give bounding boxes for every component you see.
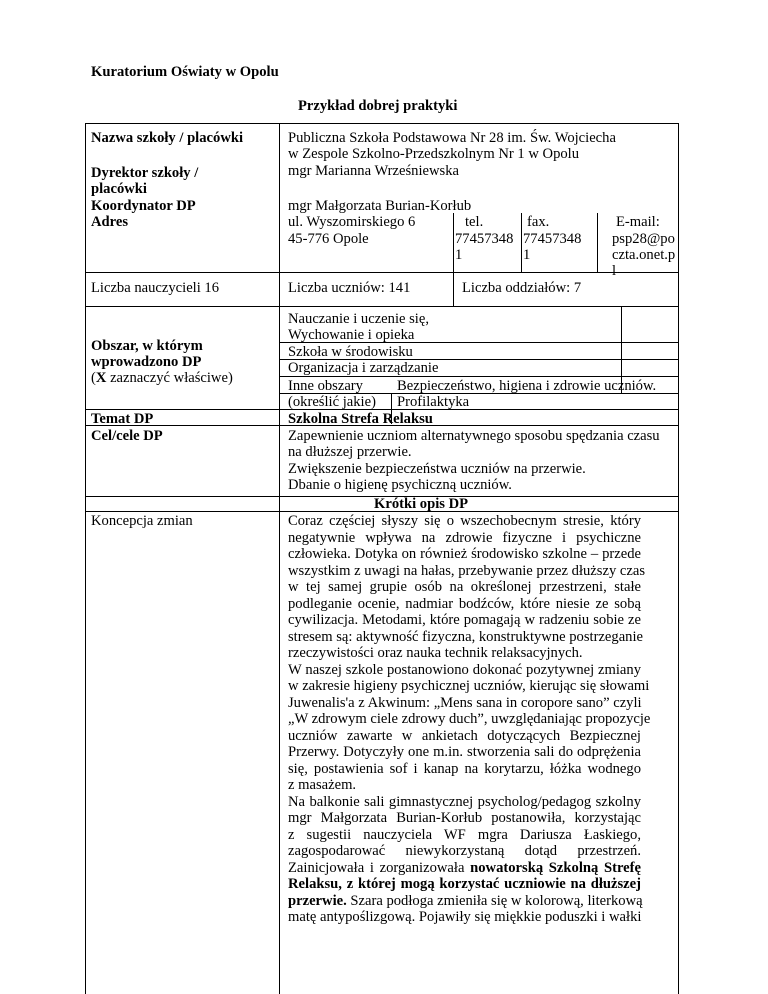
goal-line-2: na dłuższej przerwie. bbox=[288, 444, 412, 460]
classes-count: Liczba oddziałów: 7 bbox=[462, 280, 582, 296]
label-area-2: wprowadzono DP bbox=[91, 354, 202, 370]
concept-line: Relaksu, z której mogą korzystać uczniowie na dłuższej bbox=[288, 876, 641, 892]
label-director: Dyrektor szkoły / bbox=[91, 165, 199, 181]
concept-line: negatywnie wpływa na zdrowie fizyczne i psychiczne bbox=[288, 529, 641, 546]
concept-line: Coraz częściej słyszy się o wszechobecnym stresie, który bbox=[288, 513, 641, 529]
fax-number-2: 1 bbox=[523, 247, 531, 263]
concept-line: podleganie ocenie, nadmiar bodźców, które niesie ze sobą bbox=[288, 595, 641, 612]
concept-line: Na balkonie sali gimnastycznej psycholog/pedagog szkolny bbox=[288, 793, 641, 810]
concept-line: z sugestii nauczyciela WF mgra Dariusza Łaskiego, bbox=[288, 826, 641, 843]
email-line-2: czta.onet.p bbox=[612, 247, 676, 263]
area-option-upbringing: Wychowanie i opieka bbox=[288, 327, 415, 343]
label-director-2: placówki bbox=[91, 181, 147, 197]
topic-value: Szkolna Strefa Relaksu bbox=[288, 411, 433, 427]
concept-line: człowieka. Dotyka on również środowisko szkolne – przede bbox=[288, 546, 641, 562]
concept-line: z masażem. bbox=[288, 777, 357, 793]
concept-line: wszystkim z uwagi na hałas, przebywanie przez dłuższy czas bbox=[288, 562, 645, 579]
goal-line-1: Zapewnienie uczniom alternatywnego sposobu spędzania czasu bbox=[288, 428, 660, 444]
document-subtitle: Przykład dobrej praktyki bbox=[298, 98, 458, 114]
address-street: ul. Wyszomirskiego 6 bbox=[288, 214, 416, 230]
coordinator-name: mgr Małgorzata Burian-Korłub bbox=[288, 198, 472, 214]
email-line-3: l bbox=[612, 263, 617, 279]
tel-label: tel. bbox=[465, 214, 484, 230]
concept-line: cywilizacja. Metodami, które pomagają w radzeniu sobie ze bbox=[288, 612, 641, 628]
concept-line: rzeczywistości oraz nauka technik relaksacyjnych. bbox=[288, 645, 583, 661]
email-line-1: psp28@po bbox=[612, 231, 675, 247]
fax-number: 77457348 bbox=[523, 231, 582, 247]
concept-line: przerwie. Szara podłoga zmieniła się w kolorową, literkową bbox=[288, 892, 643, 909]
address-city: 45-776 Opole bbox=[288, 231, 369, 247]
concept-line: W naszej szkole postanowiono dokonać pozytywnej zmiany bbox=[288, 661, 641, 678]
goal-line-3: Zwiększenie bezpieczeństwa uczniów na przerwie. bbox=[288, 461, 586, 477]
institution-name: Kuratorium Oświaty w Opolu bbox=[91, 64, 279, 80]
label-coordinator: Koordynator DP bbox=[91, 198, 196, 214]
area-option-teaching: Nauczanie i uczenie się, bbox=[288, 311, 429, 327]
label-school-name: Nazwa szkoły / placówki bbox=[91, 130, 244, 146]
school-name-line-2: w Zespole Szkolno-Przedszkolnym Nr 1 w Opolu bbox=[288, 146, 580, 162]
area-option-other: Inne obszary bbox=[288, 378, 363, 394]
tel-divider bbox=[453, 213, 454, 272]
label-goals: Cel/cele DP bbox=[91, 428, 163, 444]
concept-line: „W zdrowym ciele zdrowy duch”, uwzględaniając propozycje bbox=[288, 711, 651, 727]
concept-line: uczniów zawarte w ankietach dotyczących Bezpiecznej bbox=[288, 727, 641, 744]
concept-line: Juwenalis'a z Akwinum: „Mens sana in coropore sano” czyli bbox=[288, 694, 642, 711]
concept-line: mgr Małgorzata Burian-Korłub postanowiła, korzystając bbox=[288, 810, 641, 826]
concept-line: zagospodarować niewykorzystaną dotąd przestrzeń. bbox=[288, 843, 641, 859]
label-area: Obszar, w którym bbox=[91, 338, 203, 354]
goal-line-4: Dbanie o higienę psychiczną uczniów. bbox=[288, 477, 512, 493]
email-label: E-mail: bbox=[616, 214, 660, 230]
area-other-value-2: Profilaktyka bbox=[397, 394, 470, 410]
concept-line: Zainicjowała i zorganizowała nowatorską Szkolną Strefę bbox=[288, 859, 641, 876]
concept-line: w tej samej grupie osób na określonej przestrzeni, stałe bbox=[288, 579, 641, 595]
concept-line: się, postawienia sof i kanap na korytarzu, łóżka wodnego bbox=[288, 760, 641, 777]
concept-line: w zakresie higieny psychicznej uczniów, kierując się słowami bbox=[288, 678, 650, 694]
area-option-community: Szkoła w środowisku bbox=[288, 344, 413, 360]
concept-line: stresem są: aktywność fizyczna, konstruktywne postrzeganie bbox=[288, 628, 644, 645]
concept-description bbox=[288, 513, 651, 926]
concept-line: Przerwy. Dotyczyły one m.in. stworzenia sali do odprężenia bbox=[288, 744, 641, 760]
fax-label: fax. bbox=[527, 214, 550, 230]
label-teachers-count: Liczba nauczycieli 16 bbox=[91, 280, 220, 296]
school-name-line-1: Publiczna Szkoła Podstawowa Nr 28 im. Św. Wojciecha bbox=[288, 130, 616, 146]
label-area-hint: (X zaznaczyć właściwe) bbox=[91, 370, 233, 386]
area-option-other-hint: (określić jakie) bbox=[288, 394, 376, 410]
tel-number: 77457348 bbox=[455, 231, 514, 247]
director-name: mgr Marianna Wrześniewska bbox=[288, 163, 459, 179]
area-other-value: Bezpieczeństwo, higiena i zdrowie uczniów. bbox=[397, 378, 657, 394]
label-concept: Koncepcja zmian bbox=[91, 513, 193, 529]
tel-number-2: 1 bbox=[455, 247, 463, 263]
concept-line: matę antypoślizgową. Pojawiły się miękkie poduszki i wałki bbox=[288, 909, 642, 925]
area-option-management: Organizacja i zarządzanie bbox=[288, 360, 439, 376]
label-topic: Temat DP bbox=[91, 411, 154, 427]
label-address: Adres bbox=[91, 214, 129, 230]
students-count: Liczba uczniów: 141 bbox=[288, 280, 411, 296]
